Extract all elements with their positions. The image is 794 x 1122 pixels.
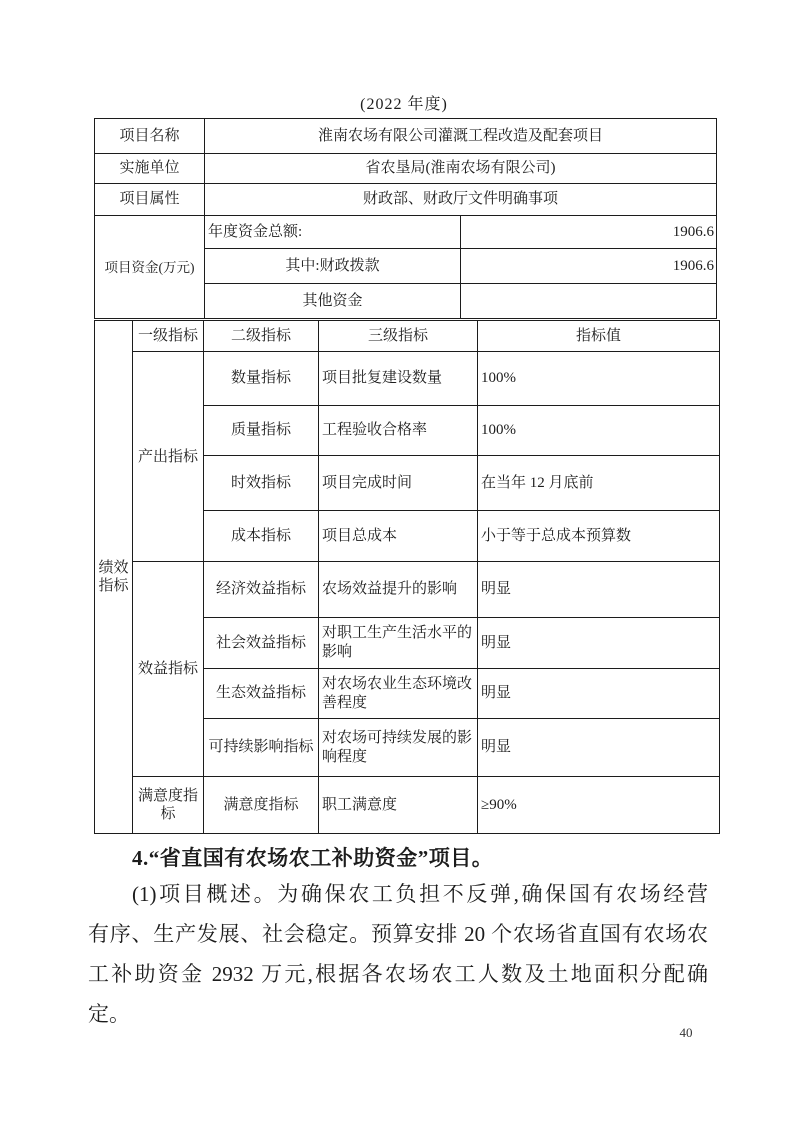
kpi-level2-cell: 生态效益指标	[204, 669, 319, 719]
kpi-level3-cell: 项目总成本	[319, 511, 478, 562]
group-output-label: 产出指标	[133, 352, 204, 562]
kpi-level3-cell: 职工满意度	[319, 777, 478, 834]
kpi-level2-cell: 可持续影响指标	[204, 719, 319, 777]
kpi-level2-cell: 时效指标	[204, 456, 319, 511]
other-funds-label: 其他资金	[205, 284, 461, 319]
annual-total-amount: 1906.6	[461, 216, 717, 249]
project-attribute-value: 财政部、财政厅文件明确事项	[205, 184, 717, 216]
fiscal-appropriation-amount: 1906.6	[461, 249, 717, 284]
kpi-level2-cell: 满意度指标	[204, 777, 319, 834]
kpi-level2-cell: 社会效益指标	[204, 618, 319, 669]
group-satisfaction-label: 满意度指标	[133, 777, 204, 834]
kpi-level3-cell: 项目批复建设数量	[319, 352, 478, 406]
paragraph-line: 定。	[88, 1002, 130, 1026]
kpi-value-cell: 明显	[478, 618, 720, 669]
kpi-level2-cell: 数量指标	[204, 352, 319, 406]
other-funds-amount	[461, 284, 717, 319]
table-row	[95, 119, 717, 154]
kpi-level3-cell: 项目完成时间	[319, 456, 478, 511]
kpi-level3-cell: 工程验收合格率	[319, 406, 478, 456]
paragraph-line: 有序、生产发展、社会稳定。预算安排 20 个农场省直国有农场农	[88, 922, 708, 946]
kpi-level2-cell: 质量指标	[204, 406, 319, 456]
section-heading: 4.“省直国有农场农工补助资金”项目。	[132, 846, 494, 870]
doc-subtitle: (2022 年度)	[360, 96, 448, 113]
kpi-level3-cell: 对农场可持续发展的影响程度	[319, 719, 478, 777]
kpi-level3-cell: 农场效益提升的影响	[319, 562, 478, 618]
body-paragraph	[88, 874, 708, 1034]
kpi-value-cell: 100%	[478, 352, 720, 406]
page-number: 40	[679, 1025, 693, 1040]
table-row	[95, 352, 720, 406]
side-label-performance-indicators: 绩效指标	[95, 321, 133, 834]
kpi-value-cell: 在当年 12 月底前	[478, 456, 720, 511]
kpi-level2-cell: 成本指标	[204, 511, 319, 562]
project-attribute-label: 项目属性	[95, 184, 205, 216]
fiscal-appropriation-label: 其中:财政拨款	[205, 249, 461, 284]
kpi-value-cell: 明显	[478, 669, 720, 719]
kpi-value-cell: 100%	[478, 406, 720, 456]
header-value: 指标值	[478, 321, 720, 352]
project-name-value: 淮南农场有限公司灌溉工程改造及配套项目	[205, 119, 717, 154]
paragraph-line: 工补助资金 2932 万元,根据各农场农工人数及土地面积分配确	[88, 962, 708, 986]
annual-total-label: 年度资金总额:	[205, 216, 461, 249]
project-name-label: 项目名称	[95, 119, 205, 154]
kpi-level3-cell: 对农场农业生态环境改善程度	[319, 669, 478, 719]
table-row	[95, 562, 720, 618]
table-row	[95, 184, 717, 216]
kpi-level2-cell: 经济效益指标	[204, 562, 319, 618]
header-level1: 一级指标	[133, 321, 204, 352]
header-level3: 三级指标	[319, 321, 478, 352]
header-level2: 二级指标	[204, 321, 319, 352]
indicator-table	[94, 320, 720, 834]
table-row	[95, 154, 717, 184]
implementing-unit-label: 实施单位	[95, 154, 205, 184]
project-info-table	[94, 118, 717, 319]
paragraph-line: (1)项目概述。为确保农工负担不反弹,确保国有农场经营	[132, 882, 708, 906]
kpi-value-cell: ≥90%	[478, 777, 720, 834]
table-row	[95, 777, 720, 834]
implementing-unit-value: 省农垦局(淮南农场有限公司)	[205, 154, 717, 184]
kpi-value-cell: 明显	[478, 719, 720, 777]
table-row	[95, 216, 717, 249]
kpi-value-cell: 明显	[478, 562, 720, 618]
kpi-level3-cell: 对职工生产生活水平的影响	[319, 618, 478, 669]
project-funds-label: 项目资金(万元)	[95, 216, 205, 319]
table-header-row	[95, 321, 720, 352]
kpi-value-cell: 小于等于总成本预算数	[478, 511, 720, 562]
group-benefit-label: 效益指标	[133, 562, 204, 777]
